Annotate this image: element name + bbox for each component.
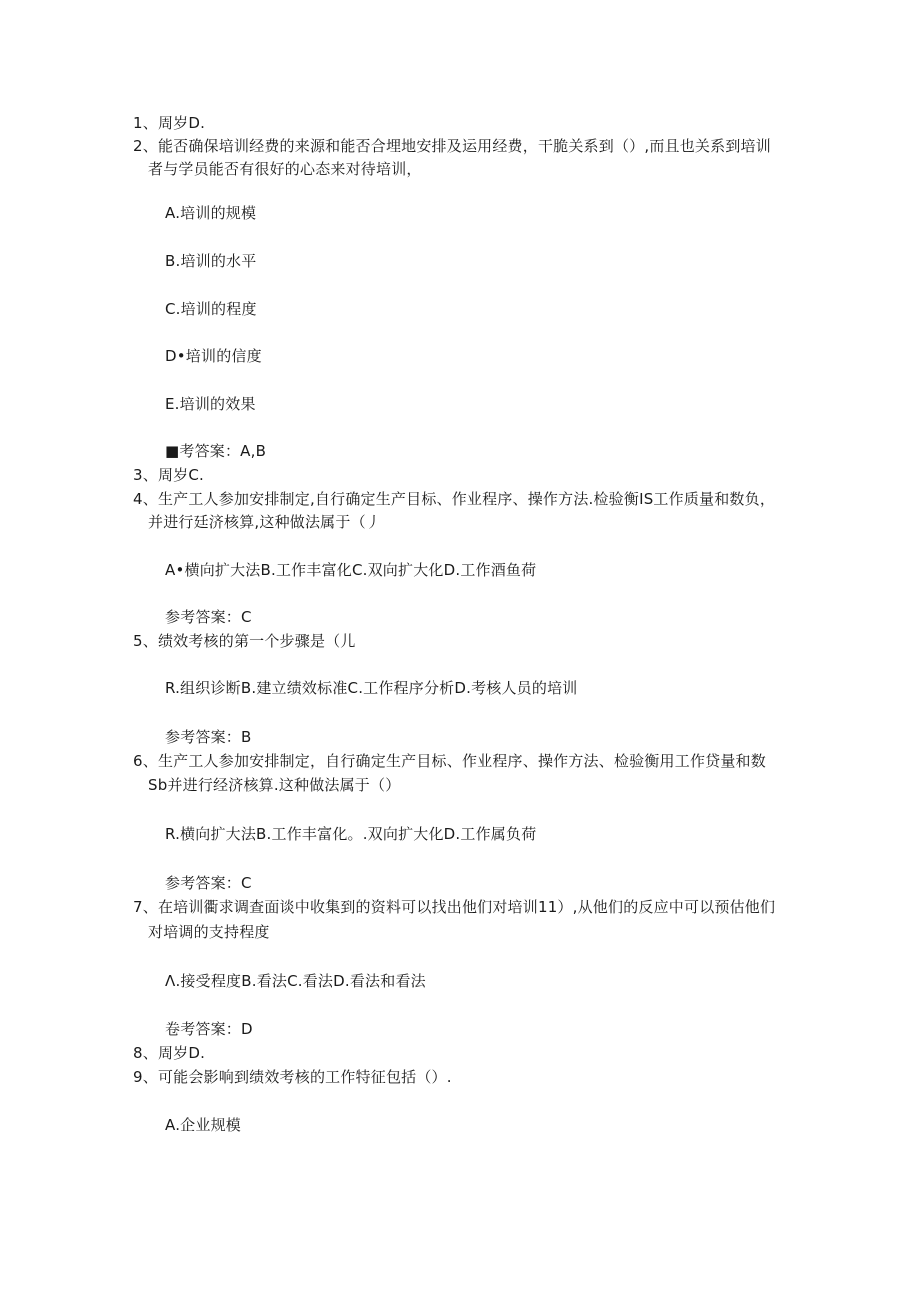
question-2-option-d: D•培训的信度 (165, 347, 262, 365)
question-7-options: Λ.接受程度B.看法C.看法D.看法和看法 (165, 972, 426, 990)
question-3: 3、周岁C. (133, 466, 204, 484)
question-4-line-2: 并进行廷济核算,这种做法属于（丿 (148, 513, 381, 531)
question-6-answer: 参考答案：C (165, 874, 252, 892)
question-7-line-1: 7、在培训衢求调查面谈中收集到的资料可以找出他们对培训11）,从他们的反应中可以预估他们 (133, 898, 776, 916)
question-2-option-a: A.培训的规模 (165, 204, 257, 222)
question-2-answer: ■考答案：A,B (165, 442, 267, 460)
question-2-line-1: 2、能否确保培训经费的来源和能否合埋地安排及运用经费，干脆关系到（）,而且也关系到培训 (133, 137, 771, 155)
question-4-line-1: 4、生产工人参加安排制定,自行确定生产目标、作业程序、操作方法.检验衡IS工作质量和数负， (133, 490, 776, 508)
question-9-option-a: A.企业规模 (165, 1116, 241, 1134)
question-7-answer: 卷考答案：D (165, 1020, 253, 1038)
question-6-options: R.横向扩大法B.工作丰富化。.双向扩大化D.工作属负荷 (165, 825, 537, 843)
question-8: 8、周岁D. (133, 1044, 206, 1062)
question-2-option-b: B.培训的水平 (165, 252, 257, 270)
question-1: 1、周岁D. (133, 114, 206, 132)
question-2-option-e: E.培训的效果 (165, 395, 256, 413)
question-9: 9、可能会影响到绩效考核的工作特征包括（）. (133, 1068, 452, 1086)
question-5: 5、绩效考核的第一个步骤是（儿 (133, 632, 356, 650)
question-6-line-2: Sb并进行经济核算.这种做法属于（） (148, 776, 401, 794)
question-4-options: A•横向扩大法B.工作丰富化C.双向扩大化D.工作酒鱼荷 (165, 561, 537, 579)
question-2-option-c: C.培训的程度 (165, 300, 257, 318)
question-4-answer: 参考答案：C (165, 608, 252, 626)
question-5-answer: 参考答案：B (165, 728, 252, 746)
question-2-line-2: 者与学员能否有很好的心态来对待培训， (148, 160, 422, 178)
question-7-line-2: 对培调的支持程度 (148, 923, 270, 941)
question-5-options: R.组织诊断B.建立绩效标准C.工作程序分析D.考核人员的培训 (165, 679, 578, 697)
question-6-line-1: 6、生产工人参加安排制定，自行确定生产目标、作业程序、操作方法、检验衡用工作贷量和数 (133, 752, 766, 770)
